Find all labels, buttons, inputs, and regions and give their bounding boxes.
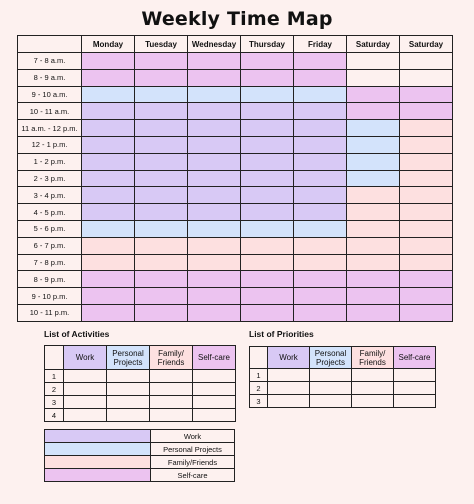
activities-entry-cell[interactable]: [107, 409, 150, 422]
legend-swatch: [45, 456, 151, 469]
priorities-header-family-friends: Family/ Friends: [352, 347, 394, 369]
activities-entry-cell[interactable]: [107, 383, 150, 396]
schedule-cell[interactable]: [241, 220, 294, 237]
schedule-cell[interactable]: [294, 288, 347, 305]
schedule-cell[interactable]: [135, 103, 188, 120]
schedule-cell[interactable]: [135, 271, 188, 288]
schedule-cell[interactable]: [82, 153, 135, 170]
activities-entry-cell[interactable]: [64, 370, 107, 383]
schedule-cell[interactable]: [188, 220, 241, 237]
activities-entry-cell[interactable]: [64, 396, 107, 409]
schedule-header-row: [18, 36, 453, 53]
schedule-cell[interactable]: [82, 53, 135, 70]
page-title: Weekly Time Map: [141, 8, 333, 30]
schedule-cell[interactable]: [241, 153, 294, 170]
schedule-cell[interactable]: [294, 86, 347, 103]
schedule-cell[interactable]: [400, 187, 453, 204]
schedule-cell[interactable]: [400, 153, 453, 170]
schedule-cell[interactable]: [241, 304, 294, 321]
schedule-cell[interactable]: [294, 103, 347, 120]
activities-header-family-friends: Family/ Friends: [150, 346, 193, 370]
schedule-cell[interactable]: [188, 304, 241, 321]
schedule-cell[interactable]: [241, 254, 294, 271]
time-slot-label: 7 - 8 p.m.: [18, 254, 82, 271]
schedule-cell[interactable]: [347, 254, 400, 271]
row-number: 2: [45, 383, 64, 396]
schedule-cell[interactable]: [188, 237, 241, 254]
schedule-cell[interactable]: [347, 136, 400, 153]
schedule-cell[interactable]: [82, 254, 135, 271]
schedule-cell[interactable]: [135, 153, 188, 170]
schedule-cell[interactable]: [400, 53, 453, 70]
schedule-cell[interactable]: [347, 86, 400, 103]
schedule-cell[interactable]: [400, 86, 453, 103]
schedule-cell[interactable]: [347, 120, 400, 137]
schedule-row: [18, 103, 453, 120]
schedule-cell[interactable]: [294, 153, 347, 170]
schedule-cell[interactable]: [294, 69, 347, 86]
schedule-cell[interactable]: [188, 153, 241, 170]
schedule-cell[interactable]: [294, 220, 347, 237]
schedule-cell[interactable]: [82, 304, 135, 321]
schedule-row: [18, 53, 453, 70]
priorities-title: List of Priorities: [249, 329, 314, 339]
priorities-entry-cell[interactable]: [394, 395, 436, 408]
schedule-row: [18, 187, 453, 204]
schedule-row: [18, 69, 453, 86]
schedule-cell[interactable]: [135, 69, 188, 86]
schedule-cell[interactable]: [135, 254, 188, 271]
schedule-row: [18, 170, 453, 187]
schedule-cell[interactable]: [135, 170, 188, 187]
schedule-cell[interactable]: [188, 288, 241, 305]
time-slot-label: 12 - 1 p.m.: [18, 136, 82, 153]
activities-row: [45, 383, 236, 396]
time-slot-label: 1 - 2 p.m.: [18, 153, 82, 170]
schedule-cell[interactable]: [82, 120, 135, 137]
schedule-row: [18, 237, 453, 254]
row-number: 4: [45, 409, 64, 422]
day-header-saturday: Saturday: [400, 36, 453, 53]
schedule-cell[interactable]: [400, 237, 453, 254]
priorities-header-personal-projects: Personal Projects: [310, 347, 352, 369]
schedule-row: [18, 288, 453, 305]
priorities-entry-cell[interactable]: [268, 395, 310, 408]
schedule-cell[interactable]: [241, 86, 294, 103]
priorities-header-self-care: Self-care: [394, 347, 436, 369]
schedule-cell[interactable]: [241, 53, 294, 70]
time-slot-label: 7 - 8 a.m.: [18, 53, 82, 70]
legend-row: [45, 430, 235, 443]
schedule-row: [18, 304, 453, 321]
schedule-cell[interactable]: [400, 136, 453, 153]
schedule-cell[interactable]: [241, 170, 294, 187]
row-number: 2: [250, 382, 268, 395]
legend-row: [45, 469, 235, 482]
schedule-cell[interactable]: [400, 120, 453, 137]
time-slot-label: 11 a.m. - 12 p.m.: [18, 120, 82, 137]
time-slot-label: 5 - 6 p.m.: [18, 220, 82, 237]
schedule-cell[interactable]: [347, 153, 400, 170]
priorities-entry-cell[interactable]: [310, 369, 352, 382]
time-slot-label: 4 - 5 p.m.: [18, 204, 82, 221]
schedule-cell[interactable]: [135, 204, 188, 221]
color-legend: [44, 429, 235, 482]
priorities-row: [250, 369, 436, 382]
schedule-cell[interactable]: [347, 103, 400, 120]
schedule-cell[interactable]: [82, 170, 135, 187]
schedule-cell[interactable]: [82, 288, 135, 305]
time-slot-label: 10 - 11 p.m.: [18, 304, 82, 321]
priorities-corner: [250, 347, 268, 369]
priorities-header-row: [250, 347, 436, 369]
priorities-entry-cell[interactable]: [352, 395, 394, 408]
activities-entry-cell[interactable]: [193, 409, 236, 422]
corner-cell: [18, 36, 82, 53]
schedule-cell[interactable]: [400, 220, 453, 237]
activities-header-row: [45, 346, 236, 370]
schedule-cell[interactable]: [400, 170, 453, 187]
day-header-tuesday: Tuesday: [135, 36, 188, 53]
schedule-row: [18, 271, 453, 288]
schedule-cell[interactable]: [188, 136, 241, 153]
activities-entry-cell[interactable]: [150, 370, 193, 383]
activities-table: [44, 345, 236, 422]
row-number: 3: [250, 395, 268, 408]
activities-entry-cell[interactable]: [107, 396, 150, 409]
schedule-cell[interactable]: [400, 304, 453, 321]
row-number: 1: [45, 370, 64, 383]
schedule-cell[interactable]: [294, 120, 347, 137]
schedule-row: [18, 86, 453, 103]
activities-entry-cell[interactable]: [150, 409, 193, 422]
time-slot-label: 8 - 9 p.m.: [18, 271, 82, 288]
schedule-cell[interactable]: [294, 53, 347, 70]
schedule-cell[interactable]: [400, 271, 453, 288]
schedule-cell[interactable]: [188, 271, 241, 288]
schedule-cell[interactable]: [135, 288, 188, 305]
priorities-entry-cell[interactable]: [268, 369, 310, 382]
time-slot-label: 3 - 4 p.m.: [18, 187, 82, 204]
activities-entry-cell[interactable]: [150, 383, 193, 396]
priorities-entry-cell[interactable]: [310, 382, 352, 395]
activities-row: [45, 409, 236, 422]
row-number: 3: [45, 396, 64, 409]
schedule-row: [18, 254, 453, 271]
schedule-row: [18, 220, 453, 237]
schedule-cell[interactable]: [135, 53, 188, 70]
schedule-cell[interactable]: [135, 120, 188, 137]
schedule-row: [18, 153, 453, 170]
day-header-wednesday: Wednesday: [188, 36, 241, 53]
legend-swatch: [45, 443, 151, 456]
activities-title: List of Activities: [44, 329, 110, 339]
schedule-cell[interactable]: [188, 170, 241, 187]
schedule-cell[interactable]: [294, 136, 347, 153]
schedule-cell[interactable]: [400, 103, 453, 120]
schedule-cell[interactable]: [188, 69, 241, 86]
activities-header-personal-projects: Personal Projects: [107, 346, 150, 370]
day-header-friday: Friday: [294, 36, 347, 53]
schedule-cell[interactable]: [82, 187, 135, 204]
schedule-cell[interactable]: [188, 53, 241, 70]
schedule-cell[interactable]: [347, 288, 400, 305]
priorities-entry-cell[interactable]: [394, 369, 436, 382]
legend-label: Work: [151, 430, 235, 443]
schedule-cell[interactable]: [347, 304, 400, 321]
schedule-cell[interactable]: [188, 254, 241, 271]
schedule-cell[interactable]: [135, 86, 188, 103]
activities-row: [45, 370, 236, 383]
time-slot-label: 9 - 10 p.m.: [18, 288, 82, 305]
legend-label: Self-care: [151, 469, 235, 482]
schedule-cell[interactable]: [347, 204, 400, 221]
schedule-cell[interactable]: [82, 86, 135, 103]
schedule-cell[interactable]: [82, 271, 135, 288]
schedule-cell[interactable]: [241, 69, 294, 86]
time-slot-label: 6 - 7 p.m.: [18, 237, 82, 254]
schedule-cell[interactable]: [241, 187, 294, 204]
schedule-cell[interactable]: [82, 136, 135, 153]
schedule-cell[interactable]: [241, 237, 294, 254]
schedule-cell[interactable]: [241, 103, 294, 120]
schedule-cell[interactable]: [82, 69, 135, 86]
activities-header-self-care: Self-care: [193, 346, 236, 370]
activities-row: [45, 396, 236, 409]
schedule-cell[interactable]: [241, 288, 294, 305]
activities-corner: [45, 346, 64, 370]
schedule-cell[interactable]: [241, 120, 294, 137]
legend-swatch: [45, 430, 151, 443]
row-number: 1: [250, 369, 268, 382]
schedule-cell[interactable]: [347, 69, 400, 86]
time-slot-label: 9 - 10 a.m.: [18, 86, 82, 103]
schedule-cell[interactable]: [347, 237, 400, 254]
schedule-cell[interactable]: [294, 204, 347, 221]
schedule-cell[interactable]: [294, 304, 347, 321]
activities-entry-cell[interactable]: [193, 383, 236, 396]
schedule-cell[interactable]: [82, 237, 135, 254]
legend-row: [45, 443, 235, 456]
activities-entry-cell[interactable]: [150, 396, 193, 409]
time-slot-label: 10 - 11 a.m.: [18, 103, 82, 120]
schedule-cell[interactable]: [82, 204, 135, 221]
schedule-cell[interactable]: [135, 304, 188, 321]
schedule-cell[interactable]: [82, 220, 135, 237]
priorities-row: [250, 395, 436, 408]
activities-entry-cell[interactable]: [64, 409, 107, 422]
legend-label: Family/Friends: [151, 456, 235, 469]
schedule-cell[interactable]: [135, 220, 188, 237]
schedule-cell[interactable]: [188, 120, 241, 137]
schedule-cell[interactable]: [294, 170, 347, 187]
schedule-cell[interactable]: [188, 103, 241, 120]
schedule-cell[interactable]: [347, 53, 400, 70]
schedule-cell[interactable]: [82, 103, 135, 120]
day-header-thursday: Thursday: [241, 36, 294, 53]
schedule-cell[interactable]: [347, 220, 400, 237]
schedule-row: [18, 136, 453, 153]
schedule-cell[interactable]: [135, 237, 188, 254]
schedule-cell[interactable]: [241, 204, 294, 221]
schedule-cell[interactable]: [400, 69, 453, 86]
schedule-cell[interactable]: [188, 187, 241, 204]
schedule-cell[interactable]: [347, 170, 400, 187]
legend-label: Personal Projects: [151, 443, 235, 456]
schedule-cell[interactable]: [400, 254, 453, 271]
priorities-header-work: Work: [268, 347, 310, 369]
schedule-cell[interactable]: [188, 204, 241, 221]
weekly-schedule-table: [17, 35, 453, 322]
schedule-cell[interactable]: [347, 271, 400, 288]
priorities-entry-cell[interactable]: [352, 382, 394, 395]
activities-entry-cell[interactable]: [107, 370, 150, 383]
schedule-cell[interactable]: [241, 271, 294, 288]
priorities-table: [249, 346, 436, 408]
schedule-row: [18, 120, 453, 137]
schedule-cell[interactable]: [135, 136, 188, 153]
time-slot-label: 8 - 9 a.m.: [18, 69, 82, 86]
activities-header-work: Work: [64, 346, 107, 370]
schedule-cell[interactable]: [347, 187, 400, 204]
schedule-cell[interactable]: [241, 136, 294, 153]
activities-entry-cell[interactable]: [193, 396, 236, 409]
time-slot-label: 2 - 3 p.m.: [18, 170, 82, 187]
schedule-row: [18, 204, 453, 221]
legend-swatch: [45, 469, 151, 482]
schedule-cell[interactable]: [135, 187, 188, 204]
day-header-monday: Monday: [82, 36, 135, 53]
legend-row: [45, 456, 235, 469]
priorities-entry-cell[interactable]: [268, 382, 310, 395]
priorities-entry-cell[interactable]: [310, 395, 352, 408]
schedule-cell[interactable]: [294, 187, 347, 204]
schedule-cell[interactable]: [188, 86, 241, 103]
schedule-cell[interactable]: [294, 237, 347, 254]
day-header-saturday: Saturday: [347, 36, 400, 53]
priorities-row: [250, 382, 436, 395]
priorities-entry-cell[interactable]: [352, 369, 394, 382]
schedule-cell[interactable]: [400, 288, 453, 305]
priorities-entry-cell[interactable]: [394, 382, 436, 395]
schedule-cell[interactable]: [294, 254, 347, 271]
schedule-cell[interactable]: [400, 204, 453, 221]
activities-entry-cell[interactable]: [193, 370, 236, 383]
schedule-cell[interactable]: [294, 271, 347, 288]
activities-entry-cell[interactable]: [64, 383, 107, 396]
